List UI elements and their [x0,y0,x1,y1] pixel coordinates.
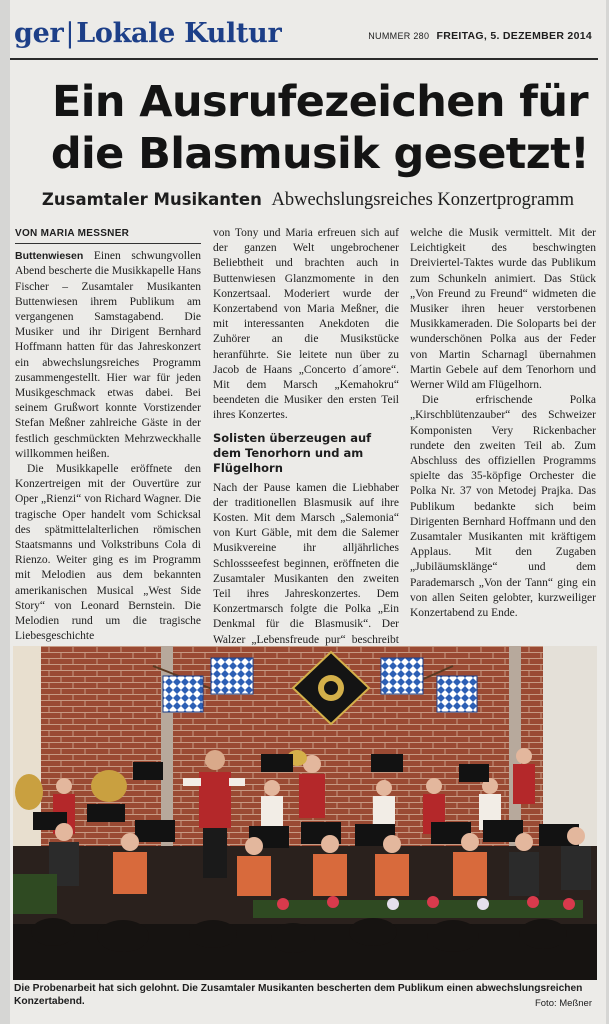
headline [40,76,600,180]
header-rule [10,58,598,60]
paragraph: von Tony und Maria erfreuen sich auf der ganzen Welt ungebrochener Beliebtheit und brachten auch in Buttenwiesen Glanzmomente in den Konzertsaal. Moderiert wurde der Konzertabend von Maria Meßner, die mit interessanten Anekdoten die Zuhörer an die Musikstücke heranführte. Sie leitete nun über zu Jacob de Haans „Concerto d´amore“. Mit dem Marsch „Kemahokru“ beendeten die Musiker den ersten Teil ihres Konzertes. [213,227,399,422]
section-title [14,18,281,49]
issue-info [368,30,592,42]
tuba [91,770,127,802]
tuba [15,774,43,810]
headline-line-1: Ein Ausrufezeichen für [52,77,588,127]
issue-date: FREITAG, 5. DEZEMBER 2014 [436,30,592,42]
paragraph-text: Einen schwungvollen Abend bescherte die Musikkapelle Hans Fischer – Zusamtaler Musikanten Buttenwiesen ihrem Publikum am vergangenen Samstagabend. Die Musiker und ihr Dirigent Bernhard Hoffmann hatten für das Jahreskonzert ein abwechslungsreiches Programm zusammengestellt. Hier war für jeden Musikgeschmack etwas dabei. Bei seinem Grußwort konnte Vorstizender Stefan Meßner zahlreiche Gäste in der festlich geschmückten Mehrzweckhalle willkommen heißen. [15,250,201,460]
audience [13,918,597,980]
paragraph: welche die Musik vermittelt. Mit der Leichtigkeit des beschwingten Dreiviertel-Taktes wurde das Publikum zum Schunkeln animiert. Das Stück „Von Freund zu Freund“ widmeten die Musiker ihren heuer verstorbenen Musikkameraden. Die Soloparts bei der wunderschönen Polka aus der Feder von Martin Scharnagl übernahmen Martin Gebele auf dem Tenorhorn und Werner Wild am Flügelhorn. [410,227,596,392]
concert-photo [13,646,597,980]
subtitle: Abwechslungsreiches Konzertprogramm [271,190,575,210]
author-byline: VON MARIA MESSNER [15,226,201,244]
dateline: Buttenwiesen [15,250,84,263]
paragraph: Die Musikkapelle eröffnete den Konzertreigen mit der Ouvertüre zur Oper „Rienzi“ von Richard Wagner. Die tragische Oper handelt vom Schicksal des spätmittelalterlichen römischen Staatsmanns und Volkstribuns Cola di Rienzo. Weiter ging es im Programm mit Melodien aus dem bekannten amerikanischen Musical „West Side Story“ von Leonard Bernstein. Die Melodien rund um die tragische Liebesgeschichte [15,463,201,643]
photo-caption: Die Probenarbeit hat sich gelohnt. Die Zusamtaler Musikanten bescherten dem Publikum einen abwechslungsreichen Konzertabend. [14,983,583,1007]
photo-credit: Foto: Meßner [534,998,592,1009]
bavarian-flag [163,676,203,712]
bavarian-flag [437,676,477,712]
intertitle: Solisten überzeugen auf dem Tenorhorn und am Flügelhorn [213,430,372,475]
article-column-1 [15,226,201,644]
paragraph: Die erfrischende Polka „Kirschblütenzauber“ des Schweizer Komponisten Very Rickenbacher rundete den zweiten Teil ab. Zum Abschluss des offiziellen Programms spielte das 35-köpfige Orchester die Polka Nr. 37 von Metodej Prajka. Das Publikum bedankte sich beim Dirigenten Bernhard Hoffmann und den Zusamtaler Musikanten mit kräftigem Applaus. Mit den Zugaben „Jubiläumsklänge“ und dem Parademarsch „Von der Tann“ ging ein von allen Seiten gelobter, kurzweiliger Konzertabend zu Ende. [410,394,596,620]
section-title-text: Lokale Kultur [76,18,282,49]
page-header [10,14,606,54]
headline-line-2: die Blasmusik gesetzt! [50,129,590,179]
article-column-2 [213,226,399,663]
article-column-3 [410,226,596,621]
issue-number: NUMMER 280 [368,31,430,41]
bavarian-flag [381,658,423,694]
section-divider: | [65,18,75,49]
bavarian-flag [211,658,253,694]
concert-photo-image [13,646,597,980]
kicker: Zusamtaler Musikanten [41,190,262,209]
paragraph: Nach der Pause kamen die Liebhaber der traditionellen Blasmusik auf ihre Kosten. Mit dem Marsch „Salemonia“ von Kurt Gäble, mit dem die Salemer Musikvereine ihr alljährliches Schlossseefest beginnen, eröffneten die Zusamtaler Musikanten den zweiten Teil ihres Jahreskonzertes. Dem Konzertmarsch folgte die Polka „Ein Denkmal für die Blasmusik“. Der Walzer „Lebensfreude pur“ beschreibt [213,481,399,646]
subheadline [10,190,606,211]
paragraph [15,249,201,462]
newspaper-page [10,0,606,1024]
section-title-fragment: ger [14,18,64,49]
